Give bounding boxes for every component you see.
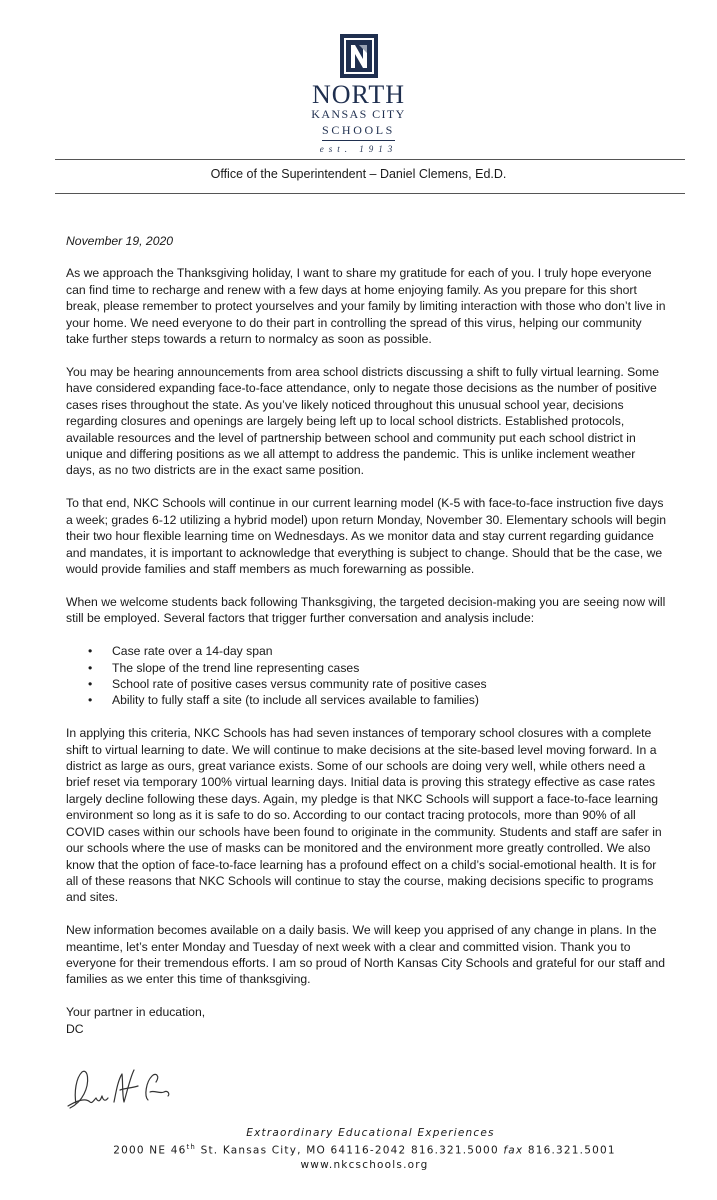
paragraph-3: To that end, NKC Schools will continue in our current learning model (K-5 with face-to-face instruction five days a week; grades 6-12 utilizing a hybrid model) upon return Monday, November 30. Elementary schools will begin their two hour flexible learning time on Wednesdays. As we monitor data and stay current regarding guidance and mandates, it is important to acknowledge that everything is subject to change. Should that be the case, we would provide families and staff members as much forewarning as possible. xyxy=(66,496,666,576)
list-item: • Case rate over a 14-day span xyxy=(66,643,666,659)
letterhead-logo xyxy=(0,34,717,156)
footer-address xyxy=(12,1140,717,1159)
logo-schools-text: SCHOOLS xyxy=(322,124,395,141)
paragraph-1: As we approach the Thanksgiving holiday, I want to share my gratitude for each of you. I truly hope everyone can find time to recharge and renew with a few days at home enjoying family. As you prepare for this short break, please remember to protect yourselves and your family by limiting interaction with those who don’t live in your home. We need everyone to do their part in controlling the spread of this virus, helping our community take further steps towards a return to normalcy as soon as possible. xyxy=(66,266,666,347)
letter-body xyxy=(66,233,666,1037)
paragraph-6: New information becomes available on a daily basis. We will keep you apprised of any change in plans. In the meantime, let’s enter Monday and Tuesday of next week with a clear and committed vision. Thank you to everyone for their tremendous efforts. I am so proud of North Kansas City Schools and grateful for our staff and families as we enter this time of thanksgiving. xyxy=(66,923,666,987)
factor-list xyxy=(66,643,666,709)
office-line: Office of the Superintendent – Daniel Clemens, Ed.D. xyxy=(210,167,507,181)
closing-initials: DC xyxy=(66,1021,84,1036)
list-item: • The slope of the trend line representing cases xyxy=(66,660,666,676)
bottom-divider xyxy=(55,193,685,194)
closing-line: Your partner in education, xyxy=(66,1005,206,1020)
footer-fax-label: fax xyxy=(503,1144,524,1157)
footer-fax-number: 816.321.5001 xyxy=(523,1144,616,1157)
paragraph-2: You may be hearing announcements from area school districts discussing a shift to fully virtual learning. Some have considered expanding face-to-face attendance, only to negate those decisions as the number of positive cases rises throughout the state. As you’ve likely noticed throughout this unusual school year, decisions regarding closures and openings are largely being left up to local school districts. Established protocols, available resources and the level of partnership between school and community put each school district in unique and differing positions as we all attempt to address the pandemic. This is unlike inclement weather days, as no two districts are in the exact same position. xyxy=(66,364,659,478)
signature-image xyxy=(64,1062,174,1114)
nkc-monogram-icon xyxy=(340,34,378,78)
list-item: • Ability to fully staff a site (to include all services available to families) xyxy=(66,692,666,708)
letter-footer xyxy=(0,1126,717,1172)
footer-address-street: 2000 NE 46 xyxy=(113,1144,187,1157)
footer-address-sup: th xyxy=(186,1143,197,1151)
logo-established-text: est. 1913 xyxy=(319,144,398,154)
logo-north-text: NORTH xyxy=(312,80,405,109)
list-item: • School rate of positive cases versus community rate of positive cases xyxy=(66,676,666,692)
logo-kansas-city-text: KANSAS CITY xyxy=(311,107,406,121)
footer-address-city: St. Kansas City, MO 64116-2042 816.321.5000 xyxy=(196,1144,499,1157)
paragraph-5: In applying this criteria, NKC Schools has had seven instances of temporary school closures with a complete shift to virtual learning to date. We will continue to make decisions at the site-based level moving forward. In a district as large as ours, great variance exists. Some of our schools are doing very well, while others need a brief reset via temporary 100% virtual learning days. Initial data is proving this strategy effective as case rates largely decline following these days. Again, my pledge is that NKC Schools will support a face-to-face learning environment so long as it is safe to do so. According to our contact tracing protocols, more than 90% of all COVID cases within our schools have been found to originate in the community. Students and staff are safer in our schools where the use of masks can be monitored and the environment more greatly controlled. We also know that the option of face-to-face learning has a profound effect on a child’s social-emotional health. It is for all of these reasons that NKC Schools will continue to stay the course, making decisions specific to programs and sites. xyxy=(66,726,662,905)
footer-tagline: Extraordinary Educational Experiences xyxy=(246,1127,495,1139)
paragraph-4: When we welcome students back following Thanksgiving, the targeted decision-making you are seeing now will still be employed. Several factors that trigger further conversation and analysis include: xyxy=(66,594,666,626)
letter-date: November 19, 2020 xyxy=(66,234,174,248)
top-divider xyxy=(55,159,685,160)
footer-website: www.nkcschools.org xyxy=(300,1158,429,1171)
